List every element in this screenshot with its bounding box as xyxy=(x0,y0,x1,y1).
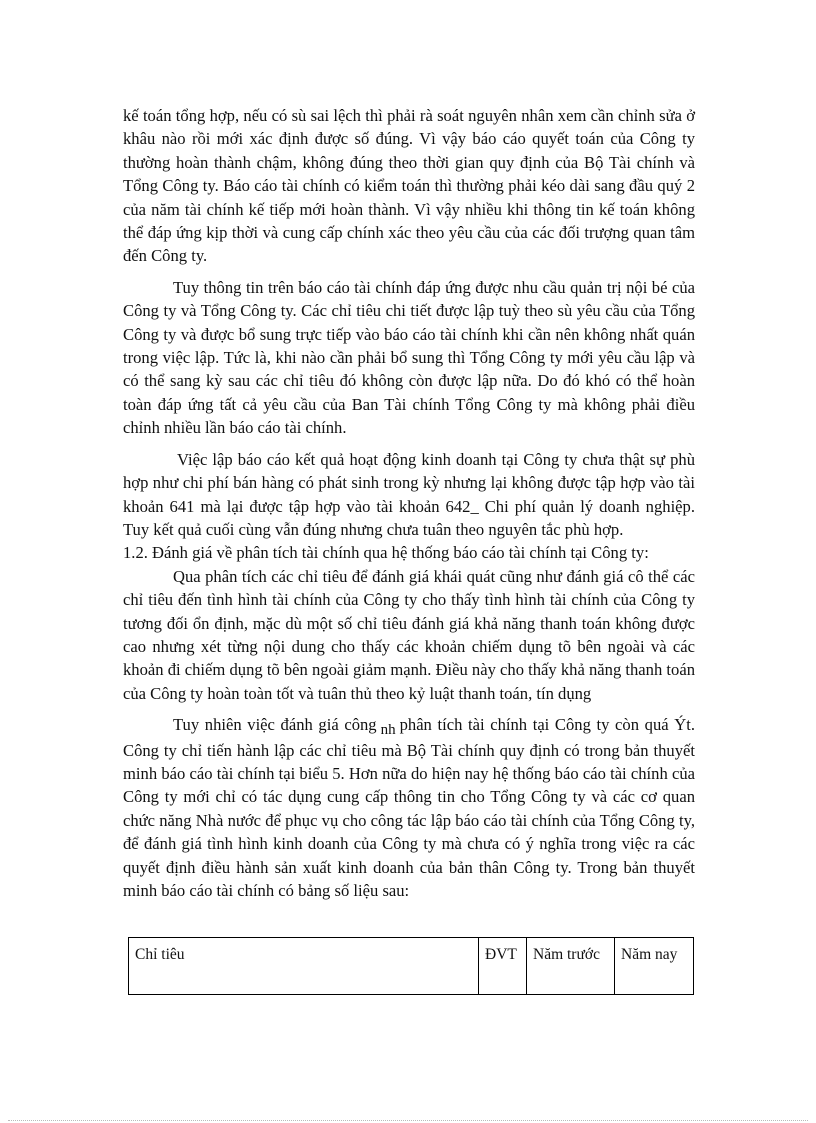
data-table xyxy=(128,937,694,995)
paragraph-3: Việc lập báo cáo kết quả hoạt động kinh doanh tại Công ty chưa thật sự phù hợp như chi phí bán hàng có phát sinh trong kỳ nhưng lại không được tập hợp vào tài khoản 641 mà lại được tập hợp vào tài khoản 642_ Chi phí quản lý doanh nghiệp. Tuy kết quả cuối cùng vẫn đúng nhưng chưa tuân theo nguyên tắc phù hợp. xyxy=(123,449,695,539)
section-heading: 1.2. Đánh giá về phân tích tài chính qua hệ thống báo cáo tài chính tại Công ty: xyxy=(123,543,649,563)
paragraph-5-end: phân tích tài chính tại Công ty còn quá Ýt. Công ty chỉ tiến hành lập các chỉ tiêu mà Bộ Tài chính quy định có trong bản thuyết minh báo cáo tài chính tại biểu 5. Hơn nữa do hiện nay hệ thống báo cáo tài chính của Công ty mới chỉ có tác dụng cung cấp thông tin cho Tổng Công ty và các cơ quan chức năng Nhà nước để phục vụ cho công tác lập báo cáo tài chính của Tổng Công ty, để đánh giá tình hình kinh doanh của Công ty mà chưa có ý nghĩa trong việc ra các quyết định điều hành sản xuất kinh doanh của bản thân Công ty. Trong bản thuyết minh báo cáo tài chính có bảng số liệu sau: xyxy=(123,715,695,900)
paragraph-5-start: Tuy nhiên việc đánh giá công xyxy=(173,715,377,735)
paragraph-1: kế toán tổng hợp, nếu có sù sai lệch thì phải rà soát nguyên nhân xem cần chỉnh sửa ở khâu nào rồi mới xác định được số đúng. Vì vậy báo cáo quyết toán của Công ty thường hoàn thành chậm, không đúng theo thời gian quy định của Bộ Tài chính và Tổng Công ty. Báo cáo tài chính có kiểm toán thì thường phải kéo dài sang đầu quý 2 của năm tài chính kế tiếp mới hoàn thành. Vì vậy nhiều khi thông tin kế toán không thể đáp ứng kịp thời và cung cấp chính xác theo yêu cầu của các đối trượng quan tâm đến Công ty. xyxy=(123,106,695,266)
body-text xyxy=(123,104,695,902)
page-bottom-divider xyxy=(8,1120,808,1121)
paragraph-5 xyxy=(123,713,695,902)
header-cell-dvt: ĐVT xyxy=(479,938,527,995)
header-cell-nam-nay: Năm nay xyxy=(615,938,694,995)
paragraph-5-subscript: nh xyxy=(380,722,396,739)
table-header-row xyxy=(129,938,694,995)
paragraph-2: Tuy thông tin trên báo cáo tài chính đáp ứng được nhu cầu quản trị nội bé của Công ty và Tổng Công ty. Các chỉ tiêu chi tiết được lập tuỳ theo sù yêu cầu của Tổng Công ty và được bổ sung trực tiếp vào báo cáo tài chính khi cần nên không nhất quán trong việc lập. Tức là, khi nào cần phải bổ sung thì Tổng Công ty mới yêu cầu lập và có thể sang kỳ sau các chỉ tiêu đó không còn được lập nữa. Do đó khó có thể hoàn toàn đáp ứng tất cả yêu cầu của Ban Tài chính Tổng Công ty mà không phải điều chỉnh nhiều lần báo cáo tài chính. xyxy=(123,277,695,438)
header-cell-nam-truoc: Năm trước xyxy=(527,938,615,995)
paragraph-4: Qua phân tích các chỉ tiêu để đánh giá khái quát cũng như đánh giá cô thể các chỉ tiêu đến tình hình tài chính của Công ty cho thấy tình hình tài chính của Công ty tương đối ổn định, mặc dù một số chỉ tiêu đánh giá khả năng thanh toán không được cao nhưng xét từng nội dung cho thấy các khoản chiếm dụng tõ bên ngoài và các khoản đi chiếm dụng tõ bên ngoài giảm mạnh. Điều này cho thấy khả năng thanh toán của Công ty hoàn toàn tốt và tuân thủ theo kỷ luật thanh toán, tín dụng xyxy=(123,566,695,703)
header-cell-chi-tieu: Chỉ tiêu xyxy=(129,938,479,995)
